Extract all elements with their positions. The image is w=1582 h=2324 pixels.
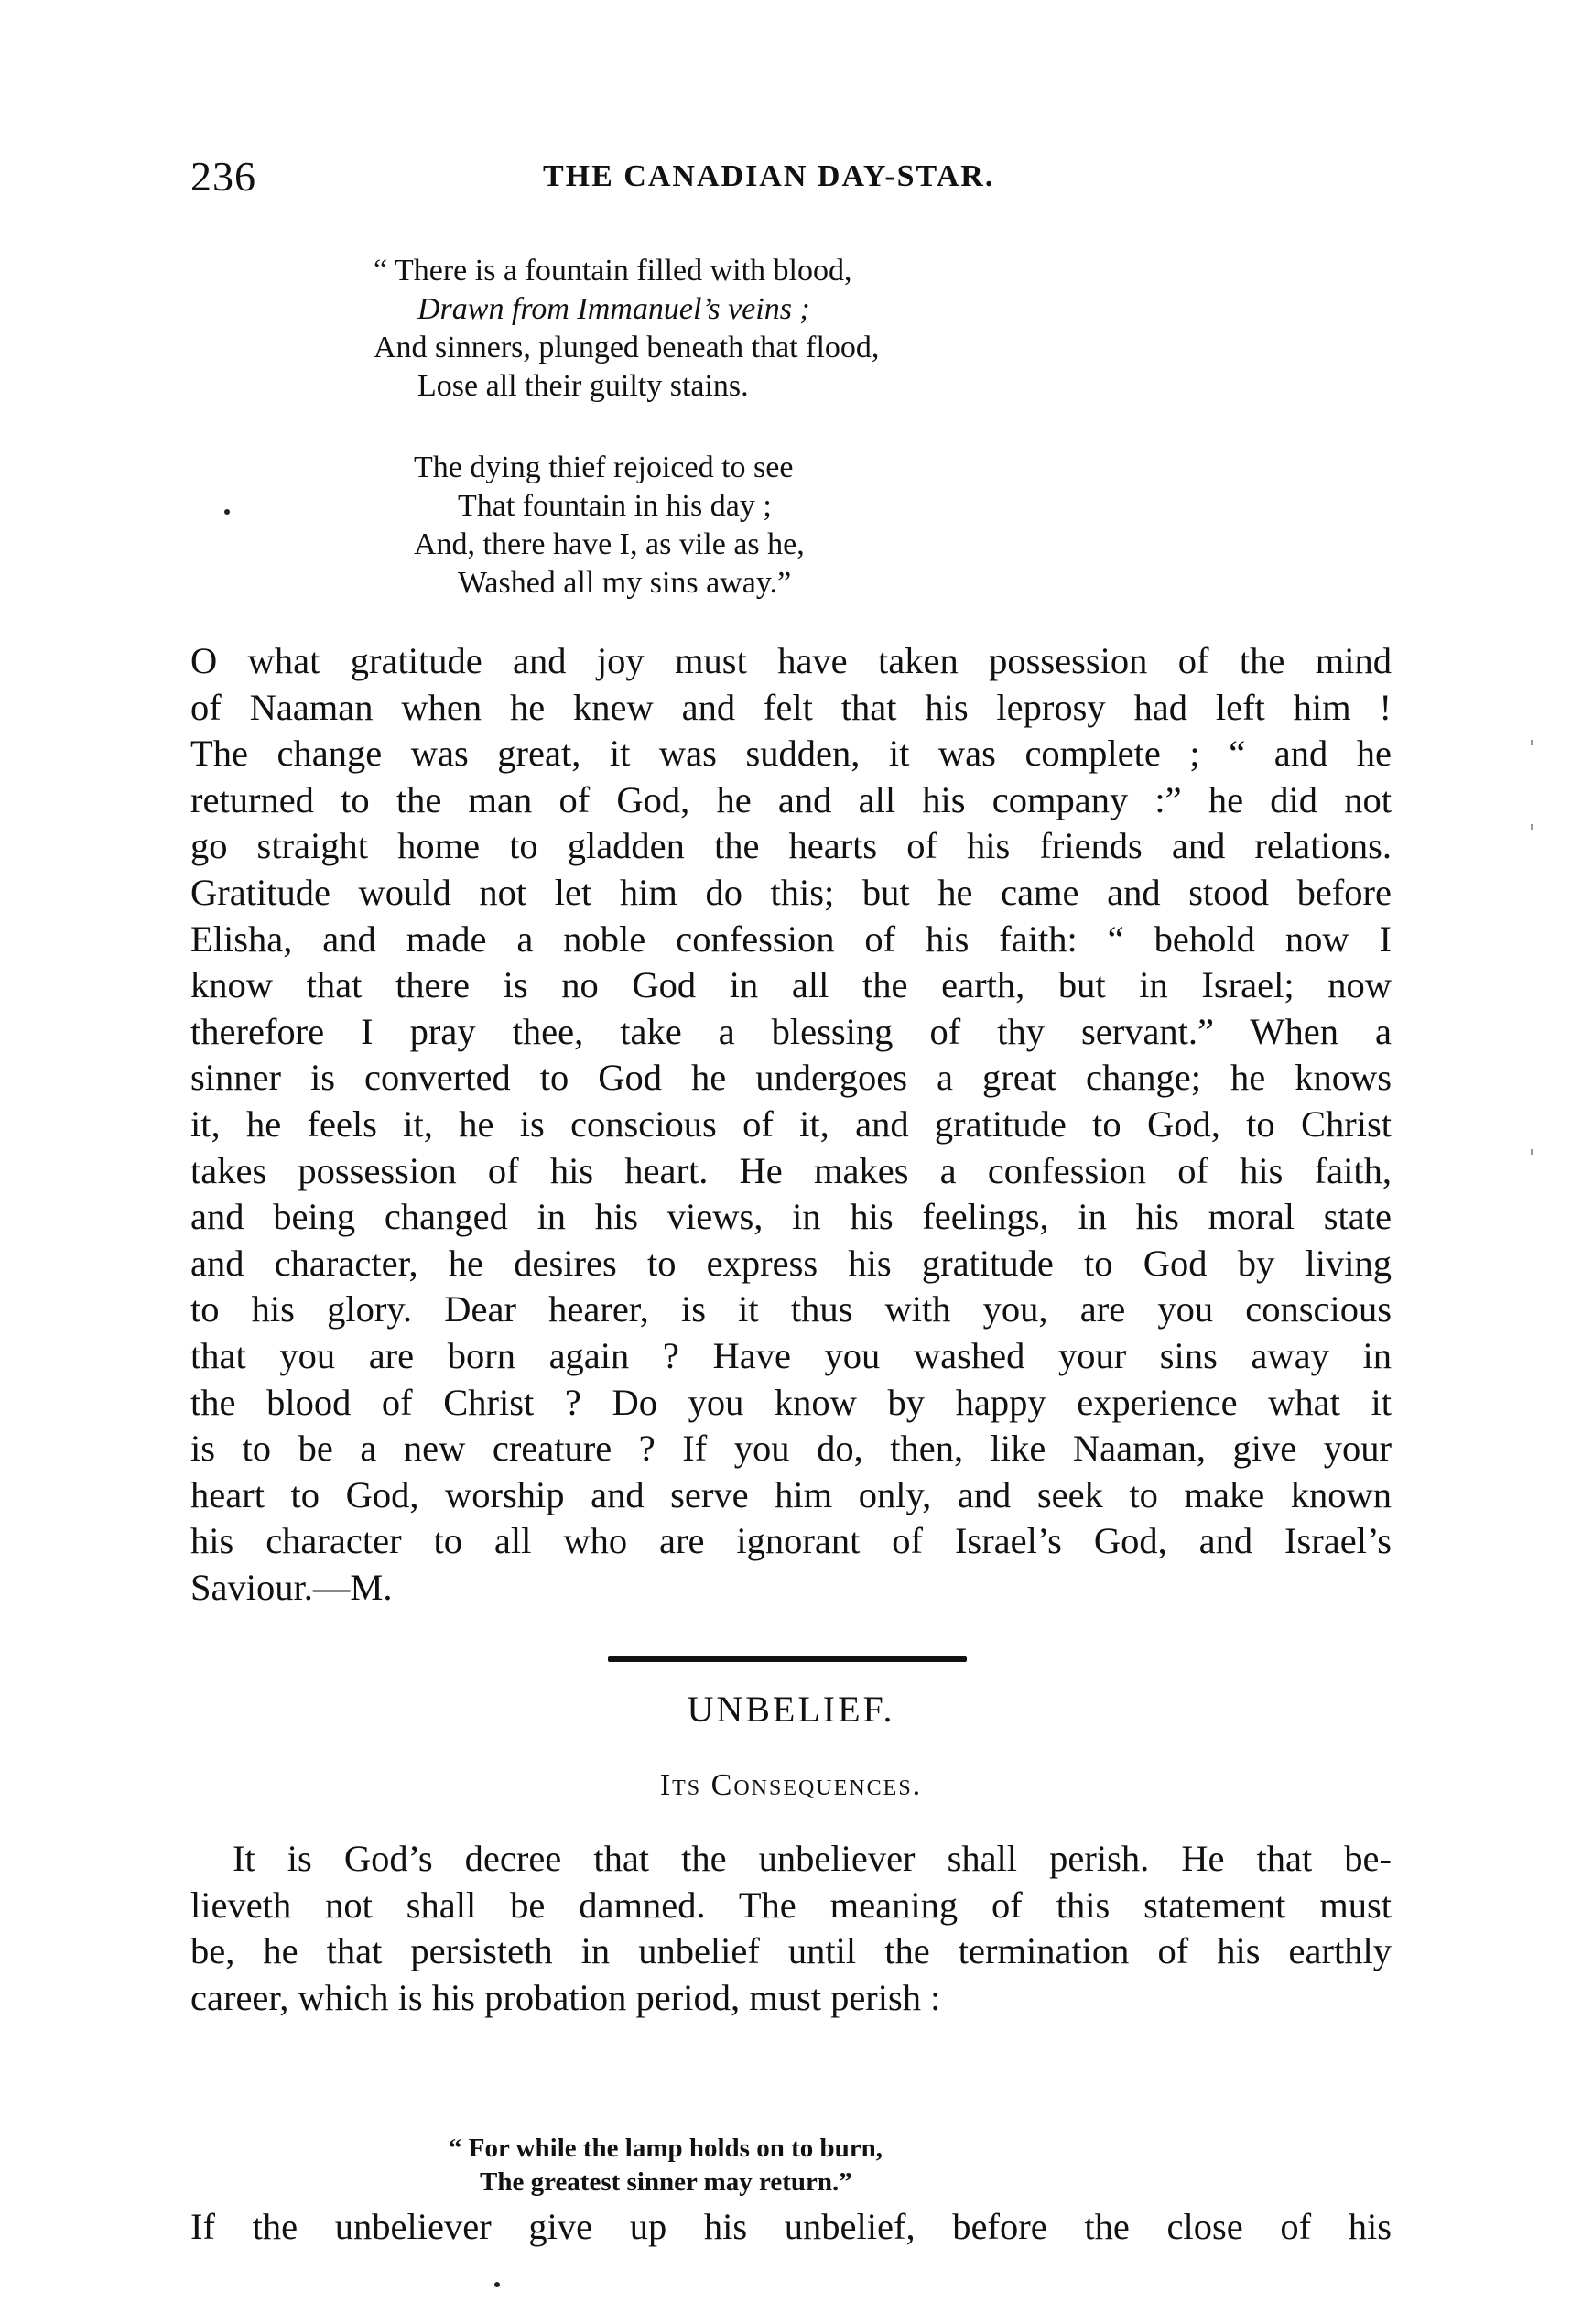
ink-speck: [494, 2282, 500, 2287]
verse-line: Drawn from Immanuel’s veins ;: [417, 292, 810, 326]
text-line: and being changed in his views, in his feelings, in his moral state: [190, 1196, 1392, 1238]
text-line: sinner is converted to God he undergoes a great change; he knows: [190, 1057, 1392, 1099]
text-line: Saviour.—M.: [190, 1566, 393, 1608]
verse-line: “ For while the lamp holds on to burn,: [449, 2134, 883, 2163]
text-line: The change was great, it was sudden, it was complete ; “ and he: [190, 733, 1392, 775]
body-paragraph-2: [190, 1836, 1392, 2021]
text-line: lieveth not shall be damned. The meaning of this statement must: [190, 1884, 1392, 1926]
body-paragraph-1: [190, 638, 1392, 1611]
text-line: go straight home to gladden the hearts of his friends and relations.: [190, 825, 1392, 867]
hymn-stanza-2: [414, 449, 805, 603]
verse-line: And, there have I, as vile as he,: [414, 527, 805, 561]
verse-line: “ There is a fountain filled with blood,: [374, 254, 852, 288]
text-line: heart to God, worship and serve him only, and seek to make known: [190, 1473, 1392, 1515]
text-line: If the unbeliever give up his unbelief, before the close of his: [190, 2206, 1392, 2247]
body-paragraph-3: [190, 2204, 1392, 2251]
text-line: be, he that persisteth in unbelief until the termination of his earthly: [190, 1930, 1392, 1972]
verse-line: Lose all their guilty stains.: [417, 369, 749, 403]
verse-line: The dying thief rejoiced to see: [414, 451, 794, 484]
margin-mark: [1531, 824, 1533, 830]
text-line: know that there is no God in all the earth, but in Israel; now: [190, 964, 1392, 1006]
text-line: Gratitude would not let him do this; but he came and stood before: [190, 871, 1392, 913]
section-title: UNBELIEF.: [687, 1689, 895, 1730]
text-line: the blood of Christ ? Do you know by happy experience what it: [190, 1381, 1392, 1423]
verse-line: Washed all my sins away.”: [458, 566, 792, 600]
text-line: it, he feels it, he is conscious of it, and gratitude to God, to Christ: [190, 1102, 1392, 1145]
text-line: Elisha, and made a noble confession of his faith: “ behold now I: [190, 918, 1392, 960]
text-line: and character, he desires to express his gratitude to God by living: [190, 1242, 1392, 1284]
text-line: It is God’s decree that the unbeliever shall perish. He that be-: [233, 1838, 1392, 1879]
section-divider: [608, 1656, 967, 1662]
text-line: of Naaman when he knew and felt that his leprosy had left him !: [190, 686, 1392, 728]
text-line: takes possession of his heart. He makes a confession of his faith,: [190, 1149, 1392, 1191]
text-line: that you are born again ? Have you washed your sins away in: [190, 1334, 1392, 1376]
verse-line: That fountain in his day ;: [458, 489, 772, 523]
text-line: returned to the man of God, he and all his company :” he did not: [190, 778, 1392, 820]
running-title: THE CANADIAN DAY-STAR.: [543, 159, 995, 193]
hymn-stanza-1: [374, 252, 879, 406]
text-line: O what gratitude and joy must have taken possession of the mind: [190, 640, 1392, 681]
text-line: is to be a new creature ? If you do, then, like Naaman, give your: [190, 1428, 1392, 1470]
ink-speck: [224, 509, 230, 515]
verse-line: And sinners, plunged beneath that flood,: [374, 331, 880, 364]
section-subtitle: Its Consequences.: [659, 1768, 923, 1802]
text-line: to his glory. Dear hearer, is it thus with you, are you conscious: [190, 1288, 1392, 1330]
text-line: career, which is his probation period, must perish :: [190, 1976, 941, 2018]
page-header: [190, 152, 1390, 207]
margin-mark: [1531, 740, 1533, 745]
text-line: therefore I pray thee, take a blessing of thy servant.” When a: [190, 1010, 1392, 1052]
verse-line: The greatest sinner may return.”: [480, 2167, 852, 2197]
quoted-couplet: [449, 2132, 883, 2199]
margin-mark: [1531, 1149, 1533, 1155]
page-number: 236: [190, 153, 256, 200]
text-line: his character to all who are ignorant of Israel’s God, and Israel’s: [190, 1520, 1392, 1562]
